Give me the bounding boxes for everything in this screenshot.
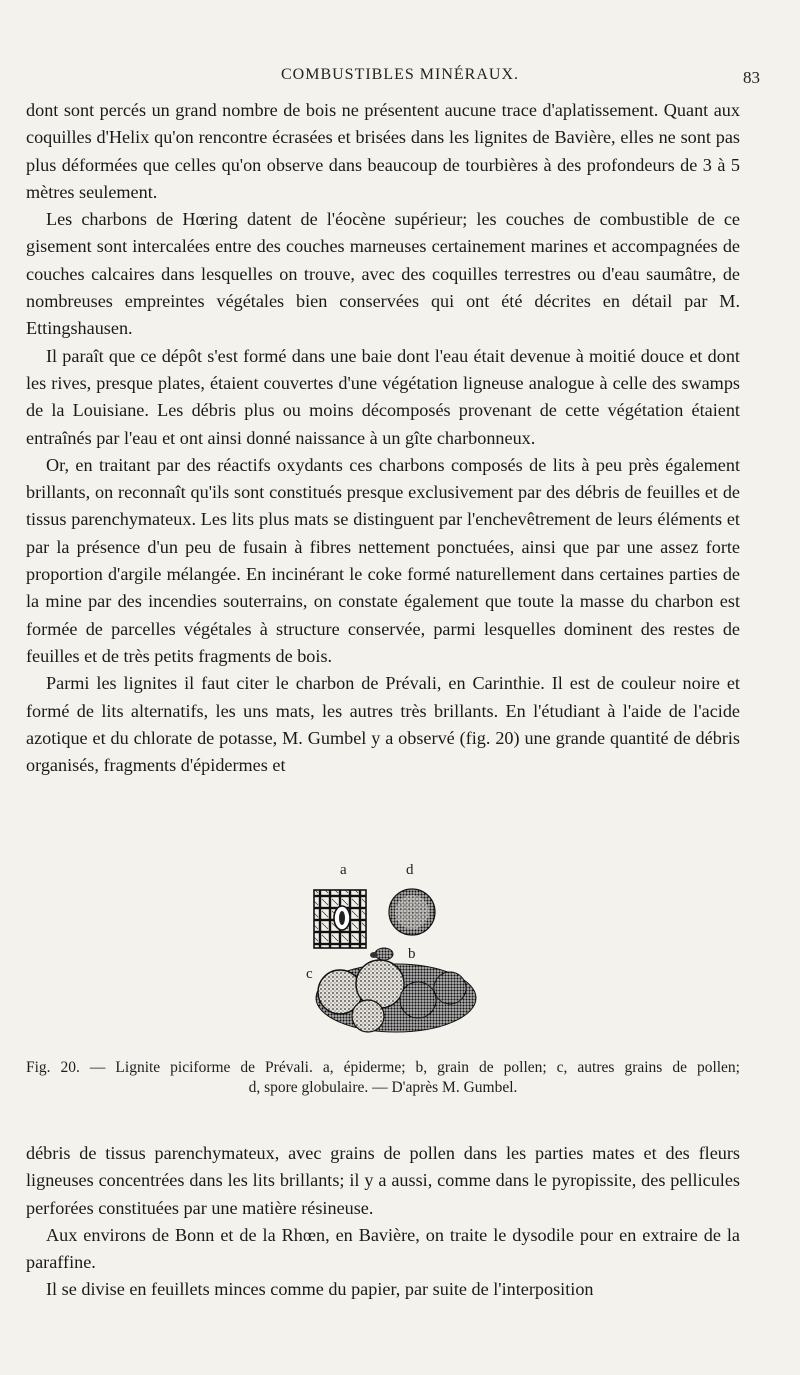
paragraph-debris: débris de tissus parenchymateux, avec grains de pollen dans les parties mates et des fleurs ligneuses concentrées dans les lits brillants; il y a aussi, comme dans le pyropissite, des pellicules perforées constituées par une matière résineuse. <box>26 1143 740 1218</box>
figure-caption-line-1: Fig. 20. — Lignite piciforme de Prévali. a, épiderme; b, grain de pollen; c, autres grains de pollen; <box>26 1059 740 1076</box>
pollen-grain-b <box>389 889 435 935</box>
paragraph-continuation: dont sont percés un grand nombre de bois ne présentent aucune trace d'aplatissement. Quant aux coquilles d'Helix qu'on rencontre écrasées et brisées dans les lignites de Bavière, elles ne sont pas plus déformées que celles qu'on observe dans beaucoup de tourbières à des profondeurs de 3 à 5 mètres seulement. <box>26 100 740 202</box>
body-text-top <box>26 97 740 779</box>
paragraph-feuillets: Il se divise en feuillets minces comme du papier, par suite de l'interposition <box>46 1279 594 1300</box>
figure-caption <box>26 1058 740 1098</box>
epiderme-fragment <box>314 890 366 948</box>
paragraph-reactifs: Or, en traitant par des réactifs oxydants ces charbons composés de lits à peu près également brillants, on reconnaît qu'ils sont constitués presque exclusivement par des débris de feuilles et de tissus parenchymateux. Les lits plus mats se distinguent par l'enchevêtrement de leurs éléments et par la présence d'un peu de fusain à fibres nettement ponctuées, ainsi que par une assez forte proportion d'argile mélangée. En incinérant le coke formé naturellement dans certaines parties de la mine par des incendies souterrains, on constate également que toute la masse du charbon est formée de parcelles végétales à structure conservée, parmi lesquelles dominent des restes de feuilles et de très petits fragments de bois. <box>26 454 740 666</box>
spore-globulaire-d <box>370 948 393 960</box>
paragraph-hoering: Les charbons de Hœring datent de l'éocène supérieur; les couches de combustible de ce gisement sont intercalées entre des couches marneuses certainement marines et accompagnées de couches calcaires dans lesquelles on trouve, avec des coquilles terrestres ou d'eau saumâtre, de nombreuses empreintes végétales bien conservées qui ont été décrites en détail par M. Ettingshausen. <box>26 209 740 339</box>
figure-label-a: a <box>340 862 347 878</box>
running-head-title: COMBUSTIBLES MINÉRAUX. <box>280 66 519 83</box>
pollen-cluster-c <box>316 960 476 1032</box>
paragraph-prevali: Parmi les lignites il faut citer le charbon de Prévali, en Carinthie. Il est de couleur noire et formé de lits alternatifs, les uns mats, les autres très brillants. En l'étudiant à l'aide de l'acide azotique et du chlorate de potasse, M. Gumbel y a observé (fig. 20) une grande quantité de débris organisés, fragments d'épidermes et <box>26 673 740 776</box>
figure-label-d: b <box>408 946 416 962</box>
page-number: 83 <box>743 68 760 87</box>
figure-20-drawing <box>300 860 480 1036</box>
figure-caption-line-2: d, spore globulaire. — D'après M. Gumbel. <box>248 1079 518 1096</box>
figure-label-c: c <box>306 966 313 982</box>
figure-label-b: d <box>406 862 414 878</box>
paragraph-baie: Il paraît que ce dépôt s'est formé dans une baie dont l'eau était devenue à moitié douce et dont les rives, presque plates, étaient couvertes d'une végétation ligneuse analogue à celle des swamps de la Louisiane. Les débris plus ou moins décomposés provenant de cette végétation étaient entraînés par l'eau et ont ainsi donné naissance à un gîte charbonneux. <box>26 345 740 448</box>
running-head <box>0 66 800 92</box>
paragraph-bonn: Aux environs de Bonn et de la Rhœn, en Bavière, on traite le dysodile pour en extraire de la paraffine. <box>26 1224 740 1273</box>
figure-20-illustration <box>300 860 480 1036</box>
body-text-bottom <box>26 1140 740 1304</box>
